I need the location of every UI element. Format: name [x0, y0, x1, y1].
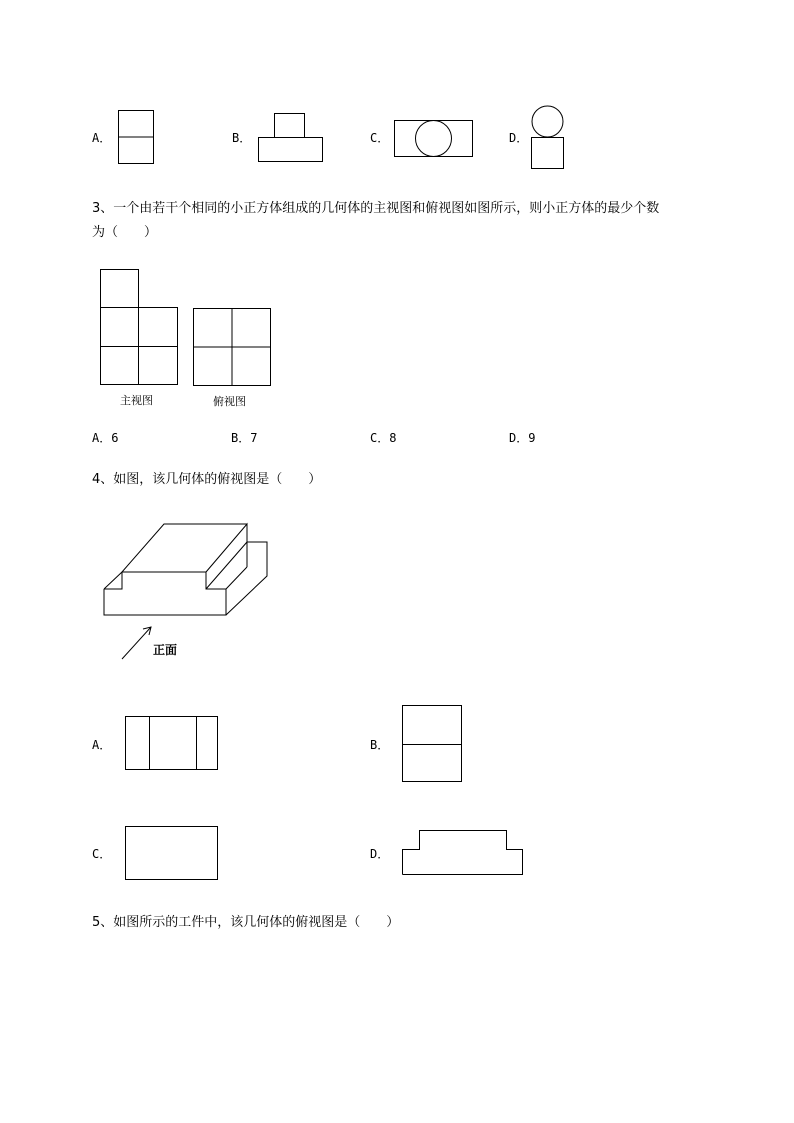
q5-stem: 5、如图所示的工件中，该几何体的俯视图是（ ） [92, 915, 400, 930]
q3-option-d: D．9 [509, 431, 536, 445]
q4-option-c-label: C． [92, 847, 112, 861]
q4-option-b-label: B． [370, 738, 390, 752]
q4-stem: 4、如图，该几何体的俯视图是（ ） [92, 472, 322, 487]
q4-option-c-figure [125, 826, 221, 882]
q4-option-b-figure [402, 705, 464, 783]
q3-option-c: C．8 [370, 431, 397, 445]
q2-option-b-label: B． [232, 131, 252, 145]
q3-top-view-caption: 俯视图 [213, 395, 246, 408]
q4-option-a-label: A． [92, 738, 112, 752]
q4-option-a-figure [125, 716, 221, 772]
q2-option-c-label: C． [370, 131, 390, 145]
q3-option-a: A．6 [92, 431, 119, 445]
q4-option-d-label: D． [370, 847, 390, 861]
q2-option-d-label: D． [509, 131, 529, 145]
q2-option-a-label: A． [92, 131, 112, 145]
q4-option-d-figure [402, 830, 526, 876]
q3-option-b: B．7 [231, 431, 258, 445]
q3-front-view-caption: 主视图 [120, 394, 153, 407]
q3-stem-line1: 3、一个由若干个相同的小正方体组成的几何体的主视图和俯视图如图所示，则小正方体的最少个数 [92, 201, 660, 216]
q4-front-label: 正面 [153, 643, 178, 657]
q3-stem-line2: 为（ ） [92, 225, 158, 240]
